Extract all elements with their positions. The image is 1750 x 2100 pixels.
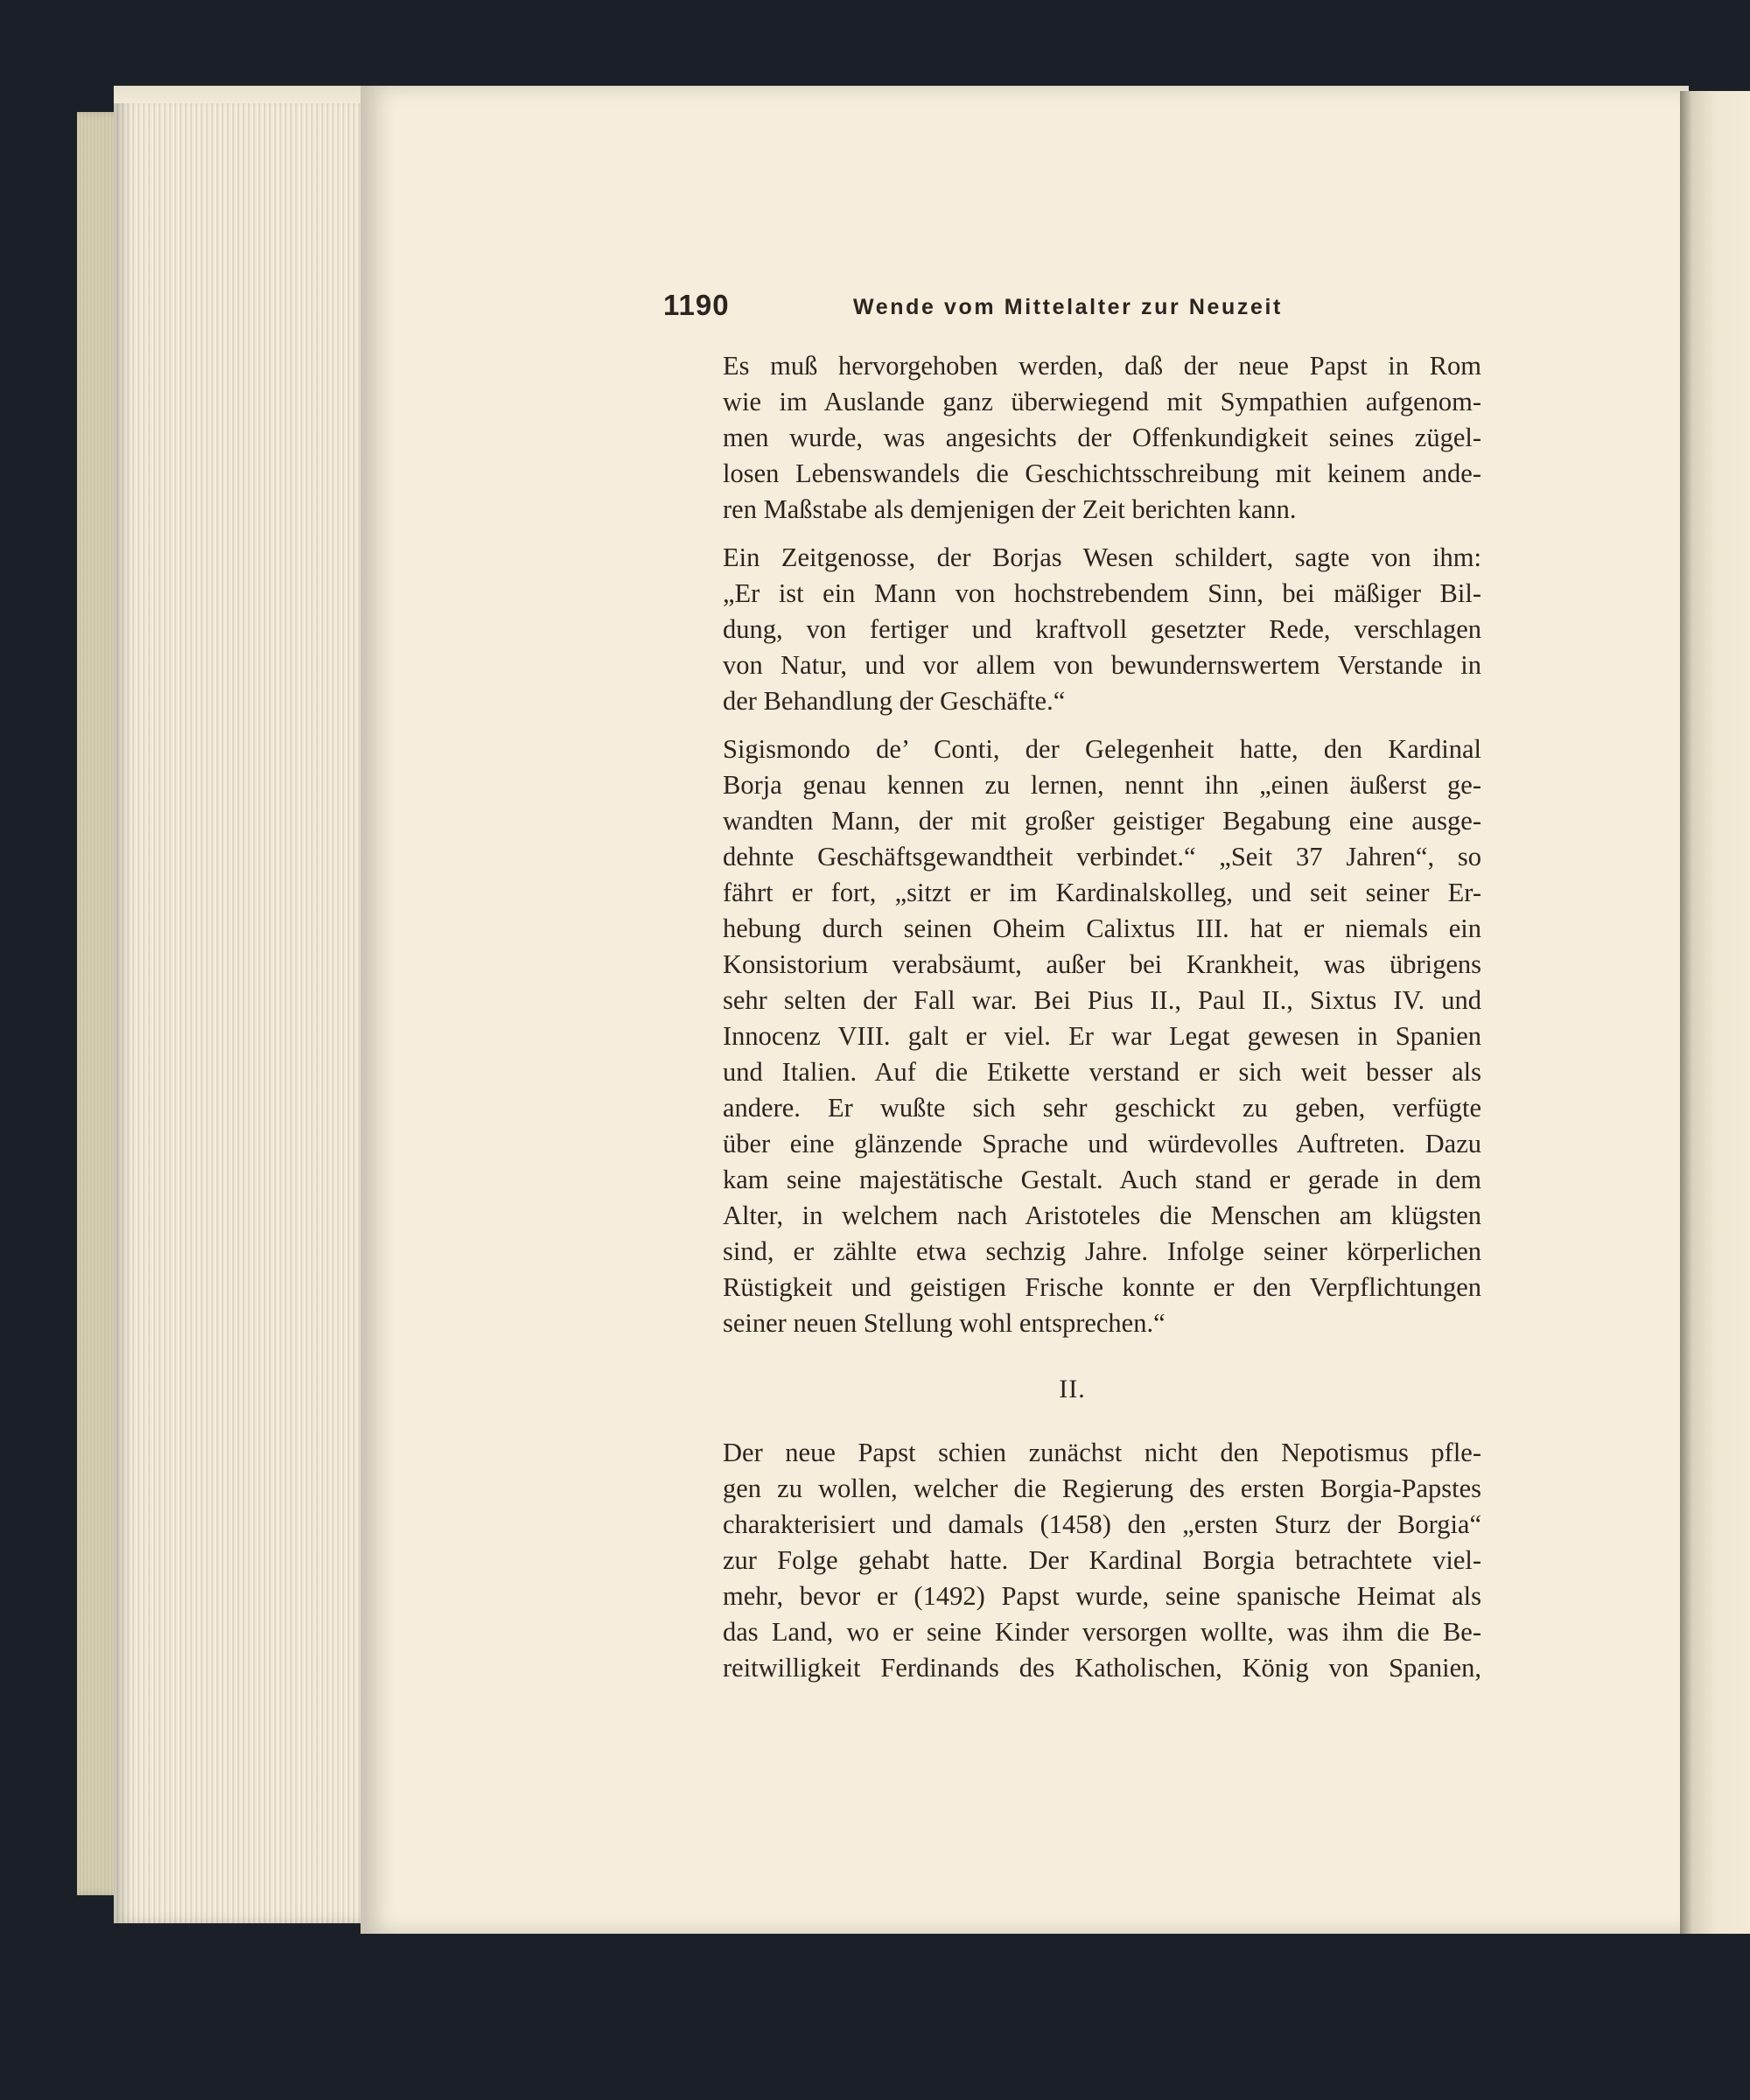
- text-line: kam seine majestätische Gestalt. Auch stand er gerade in dem: [723, 1165, 1481, 1194]
- text-line: Konsistorium verabsäumt, außer bei Krankheit, was übrigens: [723, 949, 1481, 979]
- text-line: Rüstigkeit und geistigen Frische konnte er den Verpflichtungen: [723, 1272, 1481, 1302]
- text-line: wandten Mann, der mit großer geistiger Begabung eine ausge-: [723, 806, 1481, 836]
- text-line: der Behandlung der Geschäfte.“: [723, 686, 1066, 716]
- text-line: über eine glänzende Sprache und würdevolles Auftreten. Dazu: [723, 1129, 1481, 1158]
- text-line: men wurde, was angesichts der Offenkundigkeit seines zügel-: [723, 423, 1481, 452]
- text-line: von Natur, und vor allem von bewundernswertem Verstande in: [723, 650, 1481, 680]
- paragraph-4: [663, 1435, 1481, 1686]
- text-line: Der neue Papst schien zunächst nicht den Nepotismus pfle-: [723, 1438, 1481, 1467]
- paragraph-3: [663, 732, 1481, 1341]
- running-title: Wende vom Mittelalter zur Neuzeit: [853, 295, 1283, 319]
- paragraph-1: [663, 348, 1481, 528]
- text-line: ren Maßstabe als demjenigen der Zeit berichten kann.: [723, 494, 1297, 524]
- text-line: Innocenz VIII. galt er viel. Er war Legat gewesen in Spanien: [723, 1021, 1481, 1051]
- text-line: Alter, in welchem nach Aristoteles die Menschen am klügsten: [723, 1200, 1481, 1230]
- page-number: 1190: [663, 289, 730, 321]
- text-line: Sigismondo de’ Conti, der Gelegenheit hatte, den Kardinal: [723, 734, 1481, 764]
- text-line: hebung durch seinen Oheim Calixtus III. hat er niemals ein: [723, 914, 1481, 943]
- text-line: Es muß hervorgehoben werden, daß der neue Papst in Rom: [723, 351, 1481, 381]
- text-line: gen zu wollen, welcher die Regierung des ersten Borgia-Papstes: [723, 1474, 1481, 1503]
- text-line: fährt er fort, „sitzt er im Kardinalskolleg, und seit seiner Er-: [723, 878, 1481, 907]
- text-line: charakterisiert und damals (1458) den „ersten Sturz der Borgia“: [723, 1509, 1481, 1539]
- text-line: zur Folge gehabt hatte. Der Kardinal Borgia betrachtete viel-: [723, 1545, 1481, 1575]
- facing-page-strip: [1680, 91, 1750, 1934]
- text-line: mehr, bevor er (1492) Papst wurde, seine spanische Heimat als: [723, 1581, 1481, 1611]
- text-line: andere. Er wußte sich sehr geschickt zu geben, verfügte: [723, 1093, 1481, 1123]
- paragraph-2: [663, 540, 1481, 719]
- section-heading: II.: [1059, 1375, 1086, 1404]
- text-line: und Italien. Auf die Etikette verstand er sich weit besser als: [723, 1057, 1481, 1087]
- text-line: Borja genau kennen zu lernen, nennt ihn „einen äußerst ge-: [723, 770, 1481, 800]
- text-line: Ein Zeitgenosse, der Borjas Wesen schildert, sagte von ihm:: [723, 542, 1481, 572]
- text-line: losen Lebenswandels die Geschichtsschreibung mit keinem ande-: [723, 458, 1481, 488]
- text-line: wie im Auslande ganz überwiegend mit Sympathien aufgenom-: [723, 387, 1481, 416]
- text-line: dung, von fertiger und kraftvoll gesetzter Rede, verschlagen: [723, 614, 1481, 644]
- running-head: [663, 287, 1481, 329]
- page-stack-edges: [114, 96, 368, 1923]
- page-stack-top: [114, 86, 368, 103]
- text-line: seiner neuen Stellung wohl entsprechen.“: [723, 1308, 1166, 1338]
- text-line: dehnte Geschäftsgewandtheit verbindet.“ „Seit 37 Jahren“, so: [723, 842, 1481, 872]
- text-line: das Land, wo er seine Kinder versorgen wollte, was ihm die Be-: [723, 1617, 1481, 1647]
- text-line: sehr selten der Fall war. Bei Pius II., Paul II., Sixtus IV. und: [723, 985, 1481, 1015]
- text-line: „Er ist ein Mann von hochstrebendem Sinn, bei mäßiger Bil-: [723, 578, 1481, 608]
- text-line: sind, er zählte etwa sechzig Jahre. Infolge seiner körperlichen: [723, 1236, 1481, 1266]
- text-line: reitwilligkeit Ferdinands des Katholischen, König von Spanien,: [723, 1653, 1481, 1683]
- page-text-column: [663, 287, 1481, 1698]
